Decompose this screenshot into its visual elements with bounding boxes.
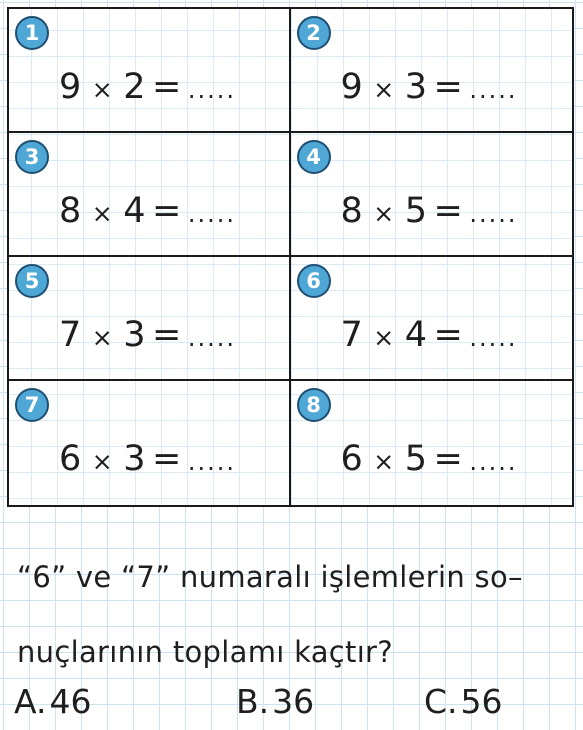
option-letter: B. [236,682,270,721]
option-b[interactable] [236,680,314,724]
option-letter: A. [14,682,47,721]
problem-cell-1 [9,9,291,133]
operand: 4 [404,315,428,355]
operand: 8 [59,191,82,231]
number-badge: 3 [15,140,49,174]
option-c[interactable] [424,680,503,724]
operand: 5 [404,191,428,231]
times-sign: × [373,199,395,228]
problem-cell-8 [291,381,573,505]
equals-sign: = [433,315,464,355]
operand: 8 [340,191,364,231]
equals-sign: = [152,439,182,479]
operand: 7 [340,315,364,355]
equals-sign: = [433,67,464,107]
times-sign: × [373,447,395,476]
question-line-1: “6” ve “7” numaralı işlemlerin so– [17,560,523,594]
answer-blank: ..... [469,76,518,104]
number-badge: 6 [297,264,331,298]
number-badge: 5 [15,264,49,298]
number-badge: 4 [297,140,331,174]
operand: 3 [404,67,428,107]
answer-blank: ..... [469,200,518,228]
option-a[interactable] [14,680,91,724]
multiplication-expression [341,315,518,358]
number-badge: 2 [297,16,331,50]
number-badge: 7 [15,388,49,422]
option-value: 46 [49,682,92,721]
operand: 4 [123,191,147,231]
operand: 5 [404,439,428,479]
times-sign: × [91,75,114,104]
times-sign: × [91,447,114,476]
answer-blank: ..... [469,324,518,352]
answer-blank: ..... [187,448,236,476]
times-sign: × [373,323,395,352]
operand: 6 [59,439,82,479]
question-line-2: nuçlarının toplamı kaçtır? [17,635,393,669]
operand: 9 [59,67,82,107]
operand: 9 [340,67,364,107]
question-text [17,540,577,690]
multiplication-expression [59,191,236,234]
problem-cell-6 [291,257,573,381]
answer-options [14,680,574,724]
operand: 2 [123,67,147,107]
operand: 7 [59,315,82,355]
answer-blank: ..... [469,448,518,476]
problem-cell-2 [291,9,573,133]
option-value: 56 [460,682,503,721]
answer-blank: ..... [187,200,236,228]
answer-blank: ..... [187,76,236,104]
problem-cell-5 [9,257,291,381]
option-value: 36 [272,682,315,721]
operand: 3 [123,439,147,479]
problems-table [7,7,574,507]
multiplication-expression [341,439,518,482]
equals-sign: = [433,191,464,231]
times-sign: × [373,75,395,104]
option-letter: C. [424,682,458,721]
times-sign: × [91,323,114,352]
number-badge: 1 [15,16,49,50]
problem-cell-4 [291,133,573,257]
multiplication-expression [341,67,518,110]
operand: 6 [340,439,364,479]
operand: 3 [123,315,147,355]
problem-cell-7 [9,381,291,505]
problem-cell-3 [9,133,291,257]
multiplication-expression [341,191,518,234]
multiplication-expression [59,439,236,482]
equals-sign: = [152,67,182,107]
multiplication-expression [59,315,236,358]
equals-sign: = [433,439,464,479]
number-badge: 8 [297,388,331,422]
multiplication-expression [59,67,236,110]
times-sign: × [91,199,114,228]
equals-sign: = [152,191,182,231]
equals-sign: = [152,315,182,355]
answer-blank: ..... [187,324,236,352]
